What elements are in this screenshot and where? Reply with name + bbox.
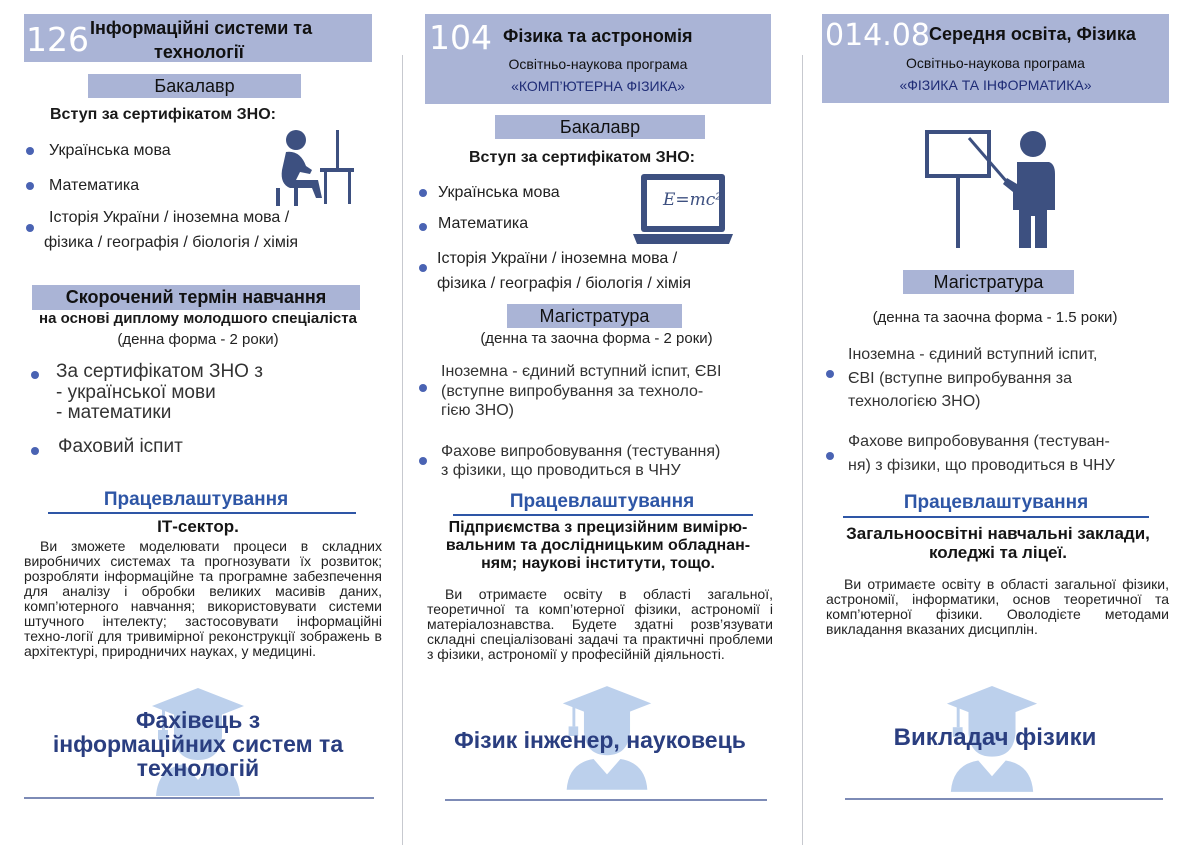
specialty-code: 104 <box>429 18 492 57</box>
bullet <box>31 371 39 379</box>
short-item: За сертифікатом ЗНО з <box>56 361 263 382</box>
subject-item: Українська мова <box>438 184 560 201</box>
master-item: Іноземна - єдиний вступний іспит, ЄВІ <box>441 363 722 380</box>
master-item: технологією ЗНО) <box>848 393 981 410</box>
employment-heading-line1: Загальноосвітні навчальні заклади, <box>846 524 1150 543</box>
employment-rule <box>843 516 1149 518</box>
bullet <box>419 264 427 272</box>
bottom-rule <box>24 797 374 799</box>
specialty-code: 126 <box>26 20 89 59</box>
laptop-formula-text: E=mc² <box>663 190 723 210</box>
column-divider-2 <box>802 55 803 845</box>
bottom-rule <box>845 798 1163 800</box>
short-item: Фаховий іспит <box>58 436 183 457</box>
employment-heading-line3: ням; наукові інститути, тощо. <box>481 555 715 572</box>
program-label: Освітньо-наукова програма <box>508 56 688 72</box>
master-item: ня) з фізики, що проводиться в ЧНУ <box>848 457 1115 474</box>
column-physics-teacher <box>805 0 1199 848</box>
bullet <box>26 182 34 190</box>
bottom-rule <box>445 799 767 801</box>
employment-heading-line1: Підприємства з прецизійним вимірю- <box>448 519 748 536</box>
bullet <box>826 370 834 378</box>
master-label: Магістратура <box>507 304 682 328</box>
subject-item: Історія України / іноземна мова / <box>49 209 290 226</box>
bullet <box>419 384 427 392</box>
master-item: Фахове випробовування (тестуван- <box>848 433 1110 450</box>
employment-sector: ІТ-сектор. <box>157 517 239 536</box>
computer-user-icon <box>266 126 362 210</box>
short-term-subtitle: на основі диплому молодшого спеціаліста <box>39 310 357 327</box>
program-name: «ФІЗИКА ТА ІНФОРМАТИКА» <box>899 77 1092 93</box>
master-item: ЄВІ (вступне випробування за <box>848 370 1073 387</box>
profession-line2: інформаційних систем та <box>52 731 344 757</box>
specialty-title-line2: технології <box>154 42 244 62</box>
employment-paragraph: Ви зможете моделювати процеси в складних виробничих системах та прогнозувати їх розвиток; розробляти інформаційне та програмне забезпечення для аналізу і обробки великих масивів даних, комп’ютерного навчання; використовувати системи штучного інтелекту; застосовувати інформаційні техно-логії для тривимірної реконструкції зображень в архітектурі, природничих науках, у медицині. <box>24 538 382 659</box>
short-item: - математики <box>56 402 172 423</box>
profession-title: Викладач фізики <box>893 724 1097 751</box>
subject-item: Українська мова <box>49 142 171 159</box>
study-form-note: (денна форма - 2 роки) <box>117 331 279 348</box>
level-label: Бакалавр <box>88 74 301 98</box>
admission-heading: Вступ за сертифікатом ЗНО: <box>50 106 276 123</box>
bullet <box>419 457 427 465</box>
employment-rule <box>453 514 753 516</box>
bullet <box>419 189 427 197</box>
program-label: Освітньо-наукова програма <box>906 55 1085 71</box>
profession-title: Фізик інженер, науковець <box>454 727 746 753</box>
teacher-board-icon <box>923 126 1073 250</box>
subject-item: Історія України / іноземна мова / <box>437 250 678 267</box>
master-note: (денна та заочна форма - 1.5 роки) <box>872 309 1118 326</box>
program-name: «КОМП’ЮТЕРНА ФІЗИКА» <box>511 78 685 94</box>
specialty-title: Середня освіта, Фізика <box>929 24 1136 44</box>
subject-item: фізика / географія / біологія / хімія <box>437 275 692 292</box>
short-term-title: Скорочений термін навчання <box>32 285 360 310</box>
subject-item: Математика <box>438 215 529 232</box>
profession-line3: технологій <box>136 755 260 781</box>
master-item: гією ЗНО) <box>441 402 514 419</box>
bullet <box>26 224 34 232</box>
employment-heading-line2: вальним та дослідницьким обладнан- <box>445 537 751 554</box>
master-item: (вступне випробування за техноло- <box>441 383 704 400</box>
employment-title: Працевлаштування <box>509 491 695 512</box>
bullet <box>31 447 39 455</box>
short-item: - української мови <box>56 382 216 403</box>
employment-rule <box>48 512 356 514</box>
subject-item: фізика / географія / біологія / хімія <box>44 234 299 251</box>
employment-title: Працевлаштування <box>903 492 1089 513</box>
master-item: з фізики, що проводиться в ЧНУ <box>441 462 681 479</box>
level-label: Бакалавр <box>495 115 705 139</box>
master-label: Магістратура <box>903 270 1074 294</box>
bullet <box>26 147 34 155</box>
specialty-title: Фізика та астрономія <box>503 26 693 46</box>
specialty-title-line1: Інформаційні системи та <box>90 18 313 38</box>
column-computer-physics <box>405 0 800 848</box>
bullet <box>419 223 427 231</box>
column-divider-1 <box>402 55 403 845</box>
admission-heading: Вступ за сертифікатом ЗНО: <box>469 149 695 166</box>
master-item: Іноземна - єдиний вступний іспит, <box>848 346 1098 363</box>
employment-paragraph: Ви отримаєте освіту в області загальної, теоретичної та комп’ютерної фізики, астрономії і матеріалознавства. Будете здатні розв’язувати складні спеціалізовані задачі та практичні проблеми з фізики, астрономії у професійній діяльності. <box>427 586 773 662</box>
subject-item: Математика <box>49 177 140 194</box>
employment-title: Працевлаштування <box>103 489 289 510</box>
employment-paragraph: Ви отримаєте освіту в області загальної фізики, астрономії, інформатики, основ теоретичної та комп’ютерної фізики. Оволодієте методами викладання вказаних дисциплін. <box>826 576 1169 637</box>
employment-heading-line2: коледжі та ліцеї. <box>928 543 1067 562</box>
bullet <box>826 452 834 460</box>
specialty-code: 014.08 <box>825 18 930 53</box>
profession-line1: Фахівець з <box>135 707 261 733</box>
column-bachelor-it <box>0 0 400 848</box>
master-item: Фахове випробовування (тестування) <box>441 443 721 460</box>
master-note: (денна та заочна форма - 2 роки) <box>480 330 713 347</box>
